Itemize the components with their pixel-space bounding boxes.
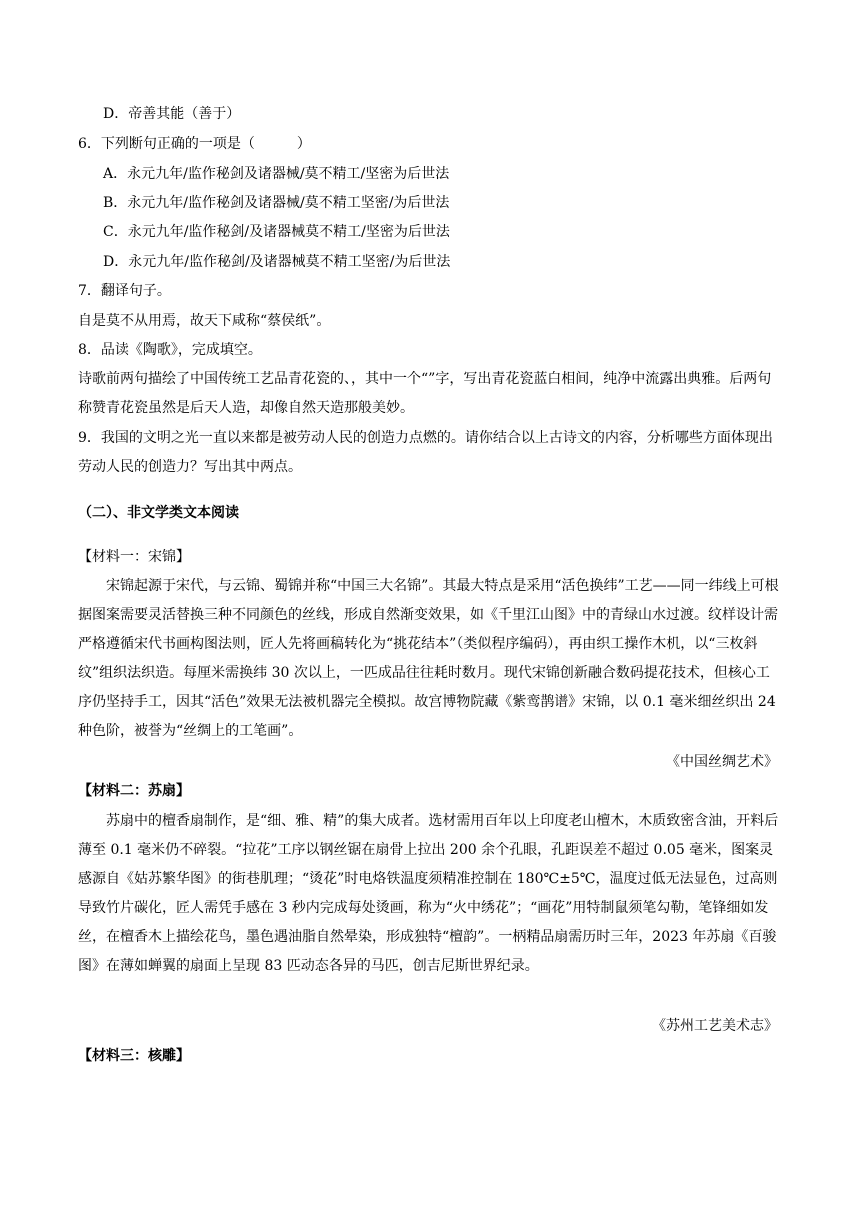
material2-title: 【材料二：苏扇】	[78, 783, 190, 799]
material1-source: 《中国丝绸艺术》	[666, 754, 778, 770]
q6-option-a: A．永元九年/监作秘剑及诸器械/莫不精工/坚密为后世法	[103, 166, 450, 182]
material1-title: 【材料一：宋锦】	[78, 549, 190, 565]
q8-stem: 8．品读《陶歌》，完成填空。	[78, 342, 262, 358]
q5-option-d: D．帝善其能（善于）	[103, 106, 241, 122]
q7-stem: 7．翻译句子。	[78, 283, 171, 299]
q6-option-c: C．永元九年/监作秘剑/及诸器械莫不精工/坚密为后世法	[103, 224, 450, 240]
q6-option-b: B．永元九年/监作秘剑及诸器械/莫不精工坚密/为后世法	[103, 195, 450, 211]
material2-body: 苏扇中的檀香扇制作，是“细、雅、精”的集大成者。选材需用百年以上印度老山檀木，木质致密含油，开料后薄至 0.1 毫米仍不碎裂。“拉花”工序以钢丝锯在扇骨上拉出 200 余个孔眼，孔距误差不超过 0.05 毫米，图案灵感源自《姑苏繁华图》的街巷肌理；“烫花”时电烙铁温度须精准控制在 180℃±5℃，温度过低无法显色，过高则导致竹片碳化，匠人需凭手感在 3 秒内完成每处烫画，称为“火中绣花”；“画花”用特制鼠须笔勾勒，笔锋细如发丝，在檀香木上描绘花鸟，墨色遇油脂自然晕染，形成独特“檀韵”。一柄精品扇需历时三年，2023 年苏扇《百骏图》在薄如蝉翼的扇面上呈现 83 匹动态各异的马匹，创吉尼斯世界纪录。	[78, 813, 779, 974]
section-title: （二）、非文学类文本阅读	[78, 505, 239, 521]
material3-title: 【材料三：核雕】	[78, 1048, 190, 1064]
q8-text: 诗歌前两句描绘了中国传统工艺品青花瓷的、，其中一个“”字，写出青花瓷蓝白相间，纯净中流露出典雅。后两句称赞青花瓷虽然是后天人造，却像自然天造那般美妙。	[78, 371, 772, 416]
q6-stem: 6．下列断句正确的一项是（ ）	[78, 136, 311, 152]
q9-text: 9．我国的文明之光一直以来都是被劳动人民的创造力点燃的。请你结合以上古诗文的内容，分析哪些方面体现出劳动人民的创造力？写出其中两点。	[78, 430, 773, 475]
material2-source: 《苏州工艺美术志》	[652, 1018, 778, 1034]
material1-body: 宋锦起源于宋代，与云锦、蜀锦并称“中国三大名锦”。其最大特点是采用“活色换纬”工艺——同一纬线上可根据图案需要灵活替换三种不同颜色的丝线，形成自然渐变效果，如《千里江山图》中的青绿山水过渡。纹样设计需严格遵循宋代书画构图法则，匠人先将画稿转化为“挑花结本”（类似程序编码），再由织工操作木机，以“三枚斜纹”组织法织造。每厘米需换纬 30 次以上，一匹成品往往耗时数月。现代宋锦创新融合数码提花技术，但核心工序仍坚持手工，因其“活色”效果无法被机器完全模拟。故宫博物院藏《紫鸾鹊谱》宋锦，以 0.1 毫米细丝织出 24 种色阶，被誉为“丝绸上的工笔画”。	[78, 578, 779, 739]
q7-sentence: 自是莫不从用焉，故天下咸称“蔡侯纸”。	[78, 313, 331, 329]
q6-option-d: D．永元九年/监作秘剑/及诸器械莫不精工坚密/为后世法	[103, 254, 451, 270]
